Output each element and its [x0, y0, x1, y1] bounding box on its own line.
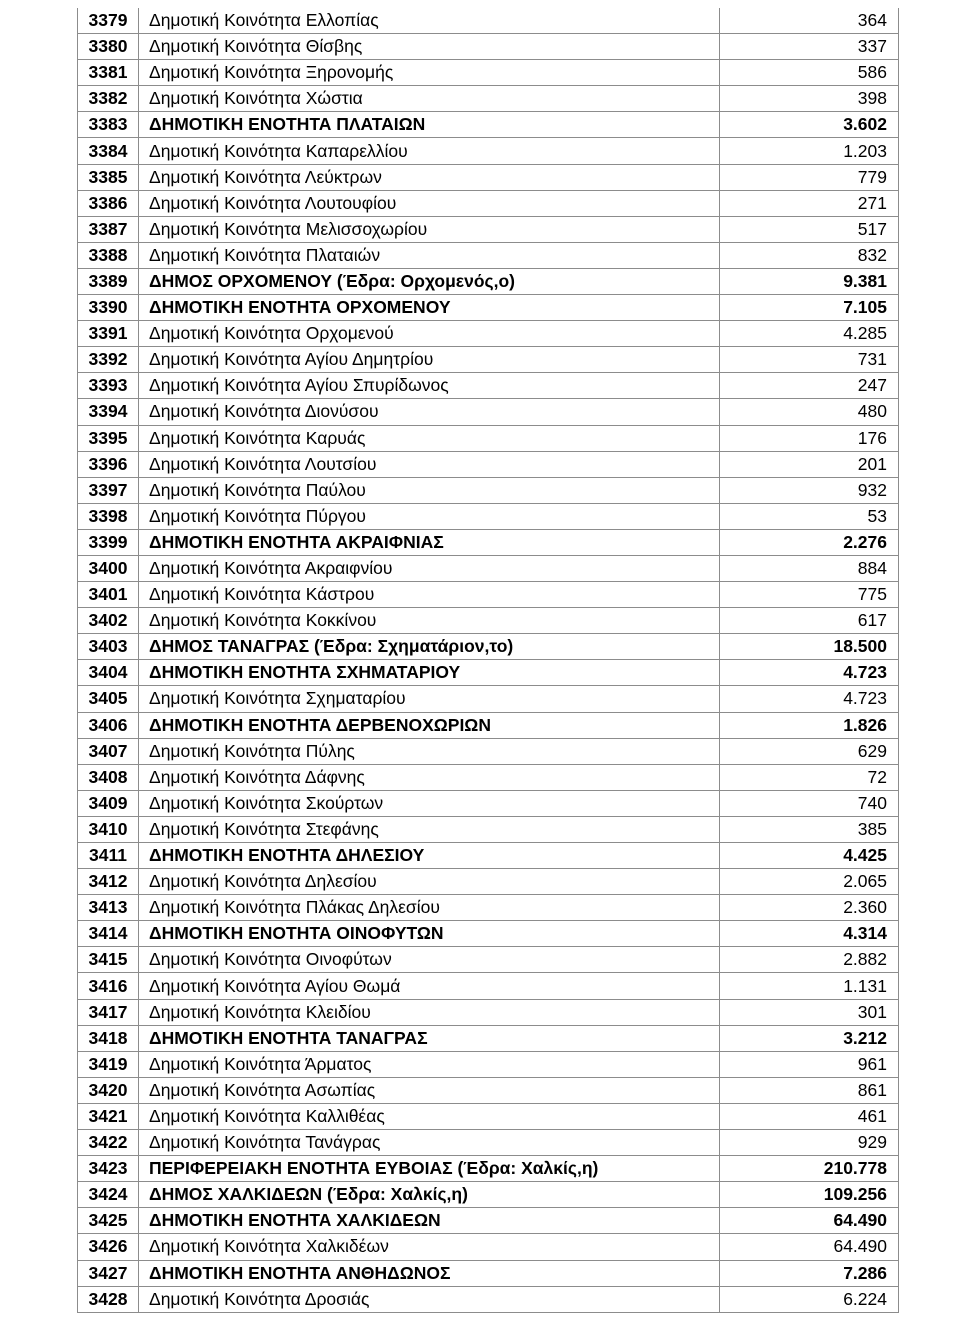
row-code: 3397 — [78, 477, 139, 503]
row-name: ΔΗΜΟΣ ΧΑΛΚΙΔΕΩΝ (Έδρα: Χαλκίς,η) — [139, 1182, 720, 1208]
table-row — [78, 529, 899, 555]
table-row — [78, 895, 899, 921]
row-code: 3406 — [78, 712, 139, 738]
row-code: 3425 — [78, 1208, 139, 1234]
table-row — [78, 451, 899, 477]
table-row — [78, 660, 899, 686]
row-name: Δημοτική Κοινότητα Μελισσοχωρίου — [139, 216, 720, 242]
population-table — [77, 8, 899, 1313]
table-body — [78, 8, 899, 1312]
row-population: 53 — [720, 503, 899, 529]
table-row — [78, 869, 899, 895]
row-code: 3396 — [78, 451, 139, 477]
row-population: 64.490 — [720, 1234, 899, 1260]
row-population: 2.360 — [720, 895, 899, 921]
row-population: 2.065 — [720, 869, 899, 895]
row-population: 4.723 — [720, 686, 899, 712]
table-row — [78, 60, 899, 86]
row-population: 617 — [720, 608, 899, 634]
table-row — [78, 790, 899, 816]
table-row — [78, 86, 899, 112]
row-population: 1.131 — [720, 973, 899, 999]
row-population: 64.490 — [720, 1208, 899, 1234]
row-code: 3382 — [78, 86, 139, 112]
row-population: 629 — [720, 738, 899, 764]
row-population: 398 — [720, 86, 899, 112]
row-name: ΔΗΜΟΤΙΚΗ ΕΝΟΤΗΤΑ ΧΑΛΚΙΔΕΩΝ — [139, 1208, 720, 1234]
table-row — [78, 242, 899, 268]
table-row — [78, 216, 899, 242]
row-population: 2.882 — [720, 947, 899, 973]
row-population: 961 — [720, 1051, 899, 1077]
row-code: 3383 — [78, 112, 139, 138]
row-population: 337 — [720, 34, 899, 60]
row-code: 3385 — [78, 164, 139, 190]
row-code: 3413 — [78, 895, 139, 921]
row-name: Δημοτική Κοινότητα Αγίου Δημητρίου — [139, 347, 720, 373]
table-row — [78, 686, 899, 712]
table-row — [78, 164, 899, 190]
row-name: Δημοτική Κοινότητα Χαλκιδέων — [139, 1234, 720, 1260]
row-name: Δημοτική Κοινότητα Κοκκίνου — [139, 608, 720, 634]
row-code: 3405 — [78, 686, 139, 712]
row-code: 3391 — [78, 321, 139, 347]
row-name: ΔΗΜΟΤΙΚΗ ΕΝΟΤΗΤΑ ΣΧΗΜΑΤΑΡΙΟΥ — [139, 660, 720, 686]
row-code: 3387 — [78, 216, 139, 242]
table-row — [78, 1077, 899, 1103]
row-population: 731 — [720, 347, 899, 373]
row-code: 3408 — [78, 764, 139, 790]
table-row — [78, 373, 899, 399]
row-name: Δημοτική Κοινότητα Άρματος — [139, 1051, 720, 1077]
table-row — [78, 973, 899, 999]
row-code: 3412 — [78, 869, 139, 895]
table-row — [78, 999, 899, 1025]
row-name: Δημοτική Κοινότητα Ασωπίας — [139, 1077, 720, 1103]
table-row — [78, 555, 899, 581]
row-name: ΠΕΡΙΦΕΡΕΙΑΚΗ ΕΝΟΤΗΤΑ ΕΥΒΟΙΑΣ (Έδρα: Χαλκίς,η) — [139, 1156, 720, 1182]
row-population: 7.286 — [720, 1260, 899, 1286]
row-population: 932 — [720, 477, 899, 503]
row-code: 3420 — [78, 1077, 139, 1103]
row-name: Δημοτική Κοινότητα Αγίου Σπυρίδωνος — [139, 373, 720, 399]
table-row — [78, 8, 899, 34]
row-code: 3419 — [78, 1051, 139, 1077]
table-row — [78, 1130, 899, 1156]
table-row — [78, 477, 899, 503]
row-name: Δημοτική Κοινότητα Λουτουφίου — [139, 190, 720, 216]
row-name: Δημοτική Κοινότητα Καρυάς — [139, 425, 720, 451]
row-name: Δημοτική Κοινότητα Πλαταιών — [139, 242, 720, 268]
table-row — [78, 1234, 899, 1260]
row-name: Δημοτική Κοινότητα Καπαρελλίου — [139, 138, 720, 164]
row-population: 4.723 — [720, 660, 899, 686]
row-population: 3.212 — [720, 1025, 899, 1051]
table-row — [78, 947, 899, 973]
table-row — [78, 399, 899, 425]
table-row — [78, 295, 899, 321]
table-row — [78, 138, 899, 164]
row-code: 3386 — [78, 190, 139, 216]
table-row — [78, 1051, 899, 1077]
table-row — [78, 1156, 899, 1182]
row-code: 3409 — [78, 790, 139, 816]
row-population: 480 — [720, 399, 899, 425]
row-population: 586 — [720, 60, 899, 86]
row-population: 6.224 — [720, 1286, 899, 1312]
row-code: 3423 — [78, 1156, 139, 1182]
row-name: Δημοτική Κοινότητα Καλλιθέας — [139, 1103, 720, 1129]
row-name: ΔΗΜΟΤΙΚΗ ΕΝΟΤΗΤΑ ΔΗΛΕΣΙΟΥ — [139, 843, 720, 869]
table-row — [78, 816, 899, 842]
table-row — [78, 582, 899, 608]
row-code: 3416 — [78, 973, 139, 999]
row-code: 3410 — [78, 816, 139, 842]
table-row — [78, 112, 899, 138]
row-name: Δημοτική Κοινότητα Πύργου — [139, 503, 720, 529]
row-name: ΔΗΜΟΤΙΚΗ ΕΝΟΤΗΤΑ ΑΚΡΑΙΦΝΙΑΣ — [139, 529, 720, 555]
row-population: 271 — [720, 190, 899, 216]
row-population: 517 — [720, 216, 899, 242]
row-population: 385 — [720, 816, 899, 842]
row-name: Δημοτική Κοινότητα Στεφάνης — [139, 816, 720, 842]
row-name: Δημοτική Κοινότητα Λεύκτρων — [139, 164, 720, 190]
row-population: 775 — [720, 582, 899, 608]
row-name: Δημοτική Κοινότητα Πύλης — [139, 738, 720, 764]
row-code: 3418 — [78, 1025, 139, 1051]
row-name: Δημοτική Κοινότητα Διονύσου — [139, 399, 720, 425]
row-name: Δημοτική Κοινότητα Τανάγρας — [139, 1130, 720, 1156]
row-population: 9.381 — [720, 268, 899, 294]
row-code: 3417 — [78, 999, 139, 1025]
row-code: 3426 — [78, 1234, 139, 1260]
row-name: ΔΗΜΟΤΙΚΗ ΕΝΟΤΗΤΑ ΟΙΝΟΦΥΤΩΝ — [139, 921, 720, 947]
row-code: 3388 — [78, 242, 139, 268]
row-name: Δημοτική Κοινότητα Ελλοπίας — [139, 8, 720, 34]
table-row — [78, 1208, 899, 1234]
row-population: 18.500 — [720, 634, 899, 660]
row-name: Δημοτική Κοινότητα Παύλου — [139, 477, 720, 503]
row-population: 740 — [720, 790, 899, 816]
row-code: 3424 — [78, 1182, 139, 1208]
row-name: ΔΗΜΟΣ ΟΡΧΟΜΕΝΟΥ (Έδρα: Ορχομενός,ο) — [139, 268, 720, 294]
row-name: Δημοτική Κοινότητα Δάφνης — [139, 764, 720, 790]
row-code: 3390 — [78, 295, 139, 321]
row-population: 884 — [720, 555, 899, 581]
row-population: 832 — [720, 242, 899, 268]
row-code: 3389 — [78, 268, 139, 294]
row-code: 3427 — [78, 1260, 139, 1286]
row-code: 3392 — [78, 347, 139, 373]
table-row — [78, 738, 899, 764]
row-population: 3.602 — [720, 112, 899, 138]
row-name: ΔΗΜΟΤΙΚΗ ΕΝΟΤΗΤΑ ΠΛΑΤΑΙΩΝ — [139, 112, 720, 138]
row-name: Δημοτική Κοινότητα Κάστρου — [139, 582, 720, 608]
row-population: 1.203 — [720, 138, 899, 164]
row-code: 3380 — [78, 34, 139, 60]
row-name: ΔΗΜΟΤΙΚΗ ΕΝΟΤΗΤΑ ΤΑΝΑΓΡΑΣ — [139, 1025, 720, 1051]
row-name: Δημοτική Κοινότητα Ορχομενού — [139, 321, 720, 347]
row-name: Δημοτική Κοινότητα Πλάκας Δηλεσίου — [139, 895, 720, 921]
row-name: Δημοτική Κοινότητα Δροσιάς — [139, 1286, 720, 1312]
row-population: 929 — [720, 1130, 899, 1156]
row-name: ΔΗΜΟΤΙΚΗ ΕΝΟΤΗΤΑ ΔΕΡΒΕΝΟΧΩΡΙΩΝ — [139, 712, 720, 738]
row-population: 1.826 — [720, 712, 899, 738]
table-row — [78, 921, 899, 947]
row-name: Δημοτική Κοινότητα Οινοφύτων — [139, 947, 720, 973]
table-row — [78, 1260, 899, 1286]
table-row — [78, 843, 899, 869]
row-code: 3402 — [78, 608, 139, 634]
table-row — [78, 1182, 899, 1208]
row-name: Δημοτική Κοινότητα Αγίου Θωμά — [139, 973, 720, 999]
row-name: Δημοτική Κοινότητα Σκούρτων — [139, 790, 720, 816]
row-name: Δημοτική Κοινότητα Σχηματαρίου — [139, 686, 720, 712]
table-row — [78, 321, 899, 347]
row-code: 3384 — [78, 138, 139, 164]
table-row — [78, 425, 899, 451]
row-name: Δημοτική Κοινότητα Ακραιφνίου — [139, 555, 720, 581]
row-population: 364 — [720, 8, 899, 34]
row-population: 7.105 — [720, 295, 899, 321]
row-population: 779 — [720, 164, 899, 190]
row-code: 3379 — [78, 8, 139, 34]
row-code: 3400 — [78, 555, 139, 581]
row-name: Δημοτική Κοινότητα Χώστια — [139, 86, 720, 112]
row-name: ΔΗΜΟΤΙΚΗ ΕΝΟΤΗΤΑ ΟΡΧΟΜΕΝΟΥ — [139, 295, 720, 321]
row-code: 3399 — [78, 529, 139, 555]
row-population: 210.778 — [720, 1156, 899, 1182]
row-name: ΔΗΜΟΣ ΤΑΝΑΓΡΑΣ (Έδρα: Σχηματάριον,το) — [139, 634, 720, 660]
row-population: 4.285 — [720, 321, 899, 347]
row-code: 3404 — [78, 660, 139, 686]
row-name: Δημοτική Κοινότητα Λουτσίου — [139, 451, 720, 477]
row-code: 3407 — [78, 738, 139, 764]
row-code: 3403 — [78, 634, 139, 660]
row-code: 3381 — [78, 60, 139, 86]
table-row — [78, 1103, 899, 1129]
row-population: 461 — [720, 1103, 899, 1129]
row-name: Δημοτική Κοινότητα Κλειδίου — [139, 999, 720, 1025]
table-row — [78, 190, 899, 216]
row-population: 201 — [720, 451, 899, 477]
row-code: 3398 — [78, 503, 139, 529]
row-code: 3422 — [78, 1130, 139, 1156]
table-row — [78, 347, 899, 373]
row-code: 3421 — [78, 1103, 139, 1129]
table-row — [78, 1025, 899, 1051]
table-row — [78, 634, 899, 660]
table-row — [78, 712, 899, 738]
table-row — [78, 268, 899, 294]
table-row — [78, 764, 899, 790]
row-code: 3393 — [78, 373, 139, 399]
row-population: 72 — [720, 764, 899, 790]
row-code: 3414 — [78, 921, 139, 947]
table-row — [78, 1286, 899, 1312]
row-code: 3411 — [78, 843, 139, 869]
table-row — [78, 503, 899, 529]
row-code: 3395 — [78, 425, 139, 451]
row-population: 861 — [720, 1077, 899, 1103]
row-population: 4.314 — [720, 921, 899, 947]
row-code: 3415 — [78, 947, 139, 973]
row-population: 176 — [720, 425, 899, 451]
row-population: 2.276 — [720, 529, 899, 555]
row-code: 3428 — [78, 1286, 139, 1312]
row-name: Δημοτική Κοινότητα Δηλεσίου — [139, 869, 720, 895]
row-code: 3401 — [78, 582, 139, 608]
row-population: 4.425 — [720, 843, 899, 869]
row-name: ΔΗΜΟΤΙΚΗ ΕΝΟΤΗΤΑ ΑΝΘΗΔΩΝΟΣ — [139, 1260, 720, 1286]
row-population: 109.256 — [720, 1182, 899, 1208]
row-name: Δημοτική Κοινότητα Ξηρονομής — [139, 60, 720, 86]
row-population: 301 — [720, 999, 899, 1025]
row-population: 247 — [720, 373, 899, 399]
table-row — [78, 34, 899, 60]
row-name: Δημοτική Κοινότητα Θίσβης — [139, 34, 720, 60]
table-row — [78, 608, 899, 634]
row-code: 3394 — [78, 399, 139, 425]
